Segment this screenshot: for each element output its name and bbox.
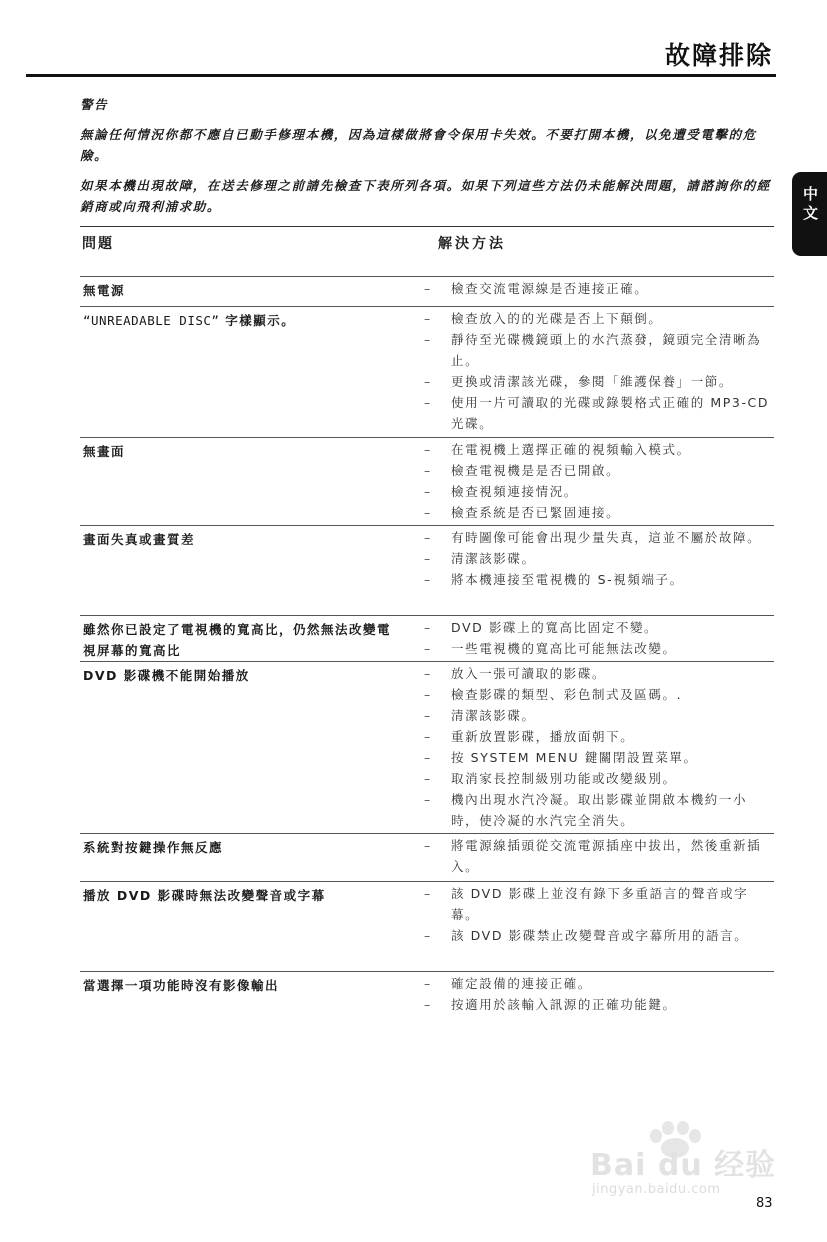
solution-item: – 檢查系統是否已緊固連接。 [424, 505, 621, 520]
problem-cell: 當選擇一項功能時沒有影像輸出 [83, 978, 280, 993]
solution-item: – 該 DVD 影碟禁止改變聲音或字幕所用的語言。 [424, 928, 749, 943]
solution-item: – 清潔該影碟。 [424, 708, 536, 723]
table-row [80, 615, 774, 661]
solution-item: – 檢查電視機是是否已開啟。 [424, 463, 621, 478]
problem-cell: 雖然你已設定了電視機的寬高比，仍然無法改變電視屏幕的寬高比 [83, 622, 392, 658]
table-row [80, 525, 774, 615]
solution-item: – 更換或清潔該光碟，參閱「維護保養」一節。 [424, 374, 734, 389]
solution-item: – 按 SYSTEM MENU 鍵關閉設置菜單。 [424, 750, 698, 765]
troubleshooting-table [80, 276, 774, 1021]
problem-cell: 系統對按鍵操作無反應 [83, 840, 224, 855]
problem-cell: DVD 影碟機不能開始播放 [83, 668, 250, 683]
page-title: 故障排除 [664, 41, 773, 70]
solution-item: – 重新放置影碟，播放面朝下。 [424, 729, 635, 744]
solution-item: – 檢查視頻連接情況。 [424, 484, 578, 499]
solution-list [424, 883, 774, 946]
instruction-paragraph: 如果本機出現故障，在送去修理之前請先檢查下表所列各項。如果下列這些方法仍未能解決問題，請諮詢你的經銷商或向飛利浦求助。 [80, 178, 771, 214]
table-row [80, 437, 774, 525]
solution-item: – 機內出現水汽冷凝。取出影碟並開啟本機約一小時，使冷凝的水汽完全消失。 [424, 792, 748, 828]
title-divider [26, 74, 776, 77]
solution-list [424, 278, 774, 299]
problem-cell: 無畫面 [83, 444, 126, 459]
solution-list [424, 973, 774, 1015]
solution-item: – 有時圖像可能會出現少量失真，這並不屬於故障。 [424, 530, 762, 545]
language-tab [792, 172, 827, 256]
solution-item: – 將電源線插頭從交流電源插座中拔出，然後重新插入。 [424, 838, 762, 874]
solution-item: – 將本機連接至電視機的 S-視頻端子。 [424, 572, 684, 587]
solution-item: – 靜待至光碟機鏡頭上的水汽蒸發，鏡頭完全清晰為止。 [424, 332, 762, 368]
table-row [80, 833, 774, 881]
solution-list [424, 617, 774, 659]
problem-cell: 播放 DVD 影碟時無法改變聲音或字幕 [83, 888, 326, 903]
table-row [80, 971, 774, 1021]
solution-item: – 在電視機上選擇正確的視頻輸入模式。 [424, 442, 691, 457]
watermark-text: Bai du 经验 [590, 1148, 777, 1183]
solution-item: – 檢查影碟的類型、彩色制式及區碼。. [424, 687, 683, 702]
solution-item: – 使用一片可讀取的光碟或錄製格式正確的 MP3-CD 光碟。 [424, 395, 770, 431]
warning-section [80, 94, 780, 226]
warning-paragraph: 無論任何情況你都不應自已動手修理本機，因為這樣做將會令保用卡失效。不要打開本機，以免遭受電擊的危險。 [80, 127, 757, 163]
solution-item: – 取消家長控制級別功能或改變級別。 [424, 771, 677, 786]
solution-list [424, 663, 774, 831]
table-row [80, 276, 774, 306]
solution-list [424, 527, 774, 590]
baidu-watermark [590, 1120, 780, 1210]
solution-item: – 該 DVD 影碟上並沒有錄下多重語言的聲音或字幕。 [424, 886, 749, 922]
watermark-url: jingyan.baidu.com [592, 1182, 721, 1197]
problem-cell: 無電源 [83, 283, 126, 298]
table-header [80, 226, 774, 277]
solution-item: – 確定設備的連接正確。 [424, 976, 593, 991]
table-row [80, 881, 774, 971]
solution-item: – 按適用於該輸入訊源的正確功能鍵。 [424, 997, 677, 1012]
problem-cell: “UNREADABLE DISC” 字樣顯示。 [83, 313, 296, 328]
column-header-problem: 問題 [82, 236, 114, 252]
table-row [80, 661, 774, 833]
language-tab-label: 中文 [801, 186, 819, 224]
solution-list [424, 308, 774, 434]
warning-heading: 警告 [80, 97, 109, 112]
solution-item: – DVD 影碟上的寬高比固定不變。 [424, 620, 659, 635]
solution-item: – 放入一張可讀取的影碟。 [424, 666, 607, 681]
column-header-solution: 解決方法 [438, 236, 506, 252]
solution-item: – 檢查交流電源線是否連接正確。 [424, 281, 649, 296]
page-number: 83 [756, 1196, 773, 1211]
solution-item: – 清潔該影碟。 [424, 551, 536, 566]
solution-item: – 檢查放入的的光碟是否上下顛倒。 [424, 311, 663, 326]
solution-list [424, 835, 774, 877]
problem-cell: 畫面失真或畫質差 [83, 532, 196, 547]
solution-item: – 一些電視機的寬高比可能無法改變。 [424, 641, 677, 656]
table-row [80, 306, 774, 437]
problem-code: “UNREADABLE DISC” [83, 313, 220, 328]
solution-list [424, 439, 774, 523]
